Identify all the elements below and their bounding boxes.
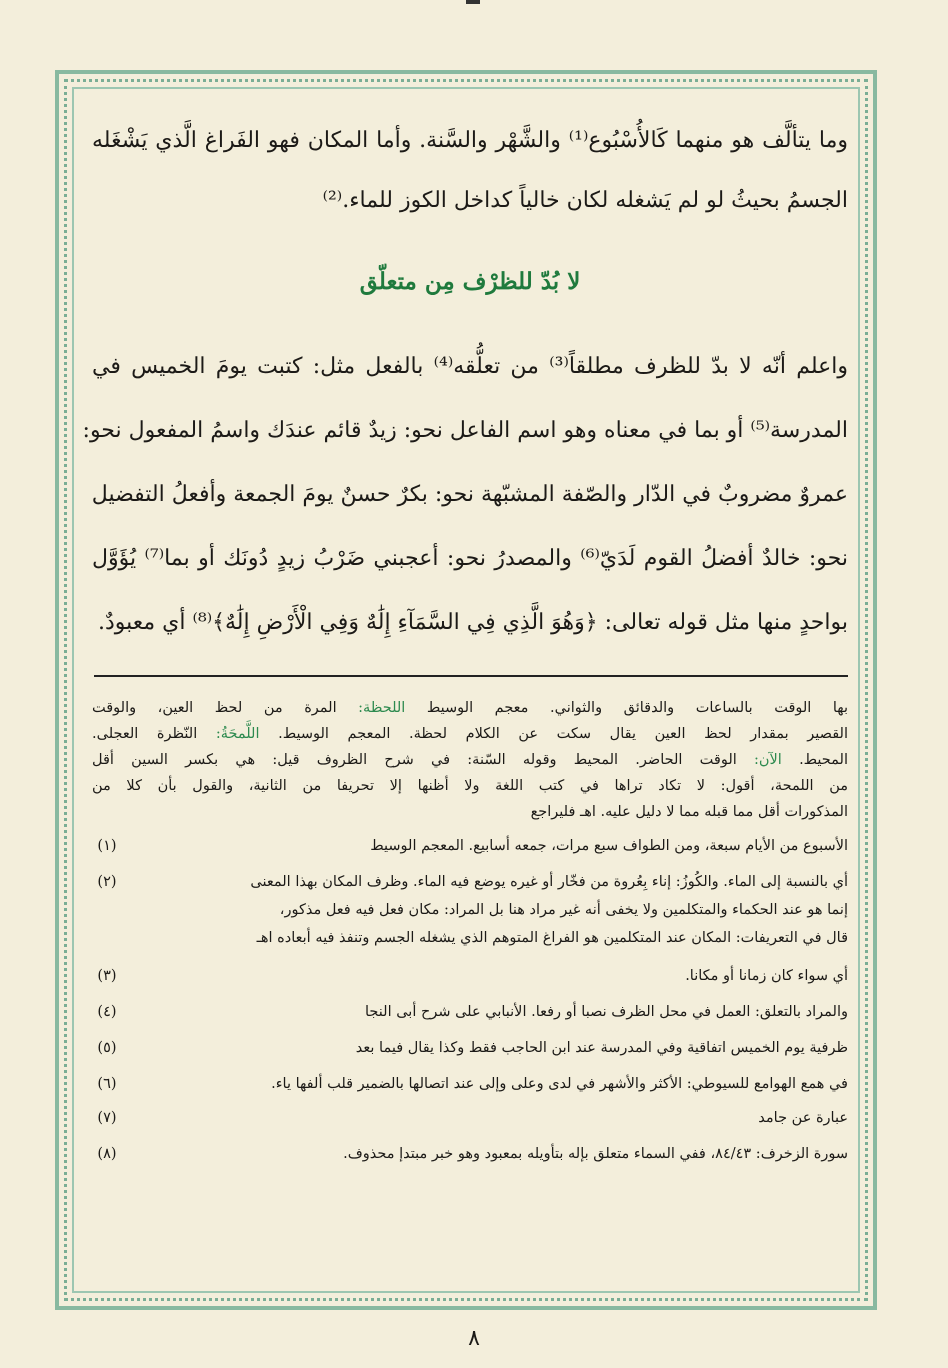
body-line: وما يتألَّف هو منهما كَالأُسْبُوع⁽¹⁾ والشَّهْر والسَّنة. وأما المكان فهو الفَراغ الَّذي يَشْغَله (92, 128, 848, 153)
footnote-text: قال في التعريفات: المكان عند المتكلمين هو الفراغ المتوهم الذي يشغله الجسم وتنفذ فيه أبعاده اهـ (256, 930, 848, 946)
footnote-text: عبارة عن جامد (758, 1110, 848, 1126)
footnote-number: (١) (97, 838, 117, 854)
footnote-number: (٤) (97, 1004, 117, 1020)
footnote-text: والمراد بالتعلق: العمل في محل الظرف نصبا أو رفعا. الأنبابي على شرح أبى النجا (365, 1004, 848, 1020)
footnote-number: (٦) (97, 1076, 117, 1092)
glossary-term: اللحظة: (358, 700, 406, 716)
paragraph-line: بواحدٍ منها مثل قوله تعالى: ﴿وَهُوَ الَّذِي فِي السَّمَآءِ إِلَٰهٌ وَفِي الْأَرْضِ إِلَٰهٌ﴾⁽⁸⁾ أي معبودٌ. (97, 610, 848, 635)
footnote-intro-line: المذكورات أقل مما قبله مما لا دليل عليه. اهـ فليراجع (530, 804, 848, 820)
paragraph-line: واعلم أنّه لا بدّ للظرف مطلقاً⁽³⁾ من تعلُّقه⁽⁴⁾ بالفعل مثل: كتبت يومَ الخميس في (92, 354, 848, 379)
footnote-text: ظرفية يوم الخميس اتفاقية وفي المدرسة عند ابن الحاجب فقط وكذا يقال فيما بعد (355, 1040, 848, 1056)
paragraph-line: المدرسة⁽⁵⁾ أو بما في معناه وهو اسم الفاعل نحو: زيدٌ قائم عندَك واسمُ المفعول نحو: (82, 418, 848, 443)
top-edge-mark (466, 0, 480, 4)
glossary-term: اللَّمحَةُ: (215, 726, 260, 742)
page-content (82, 110, 849, 1290)
footnote-text: إنما هو عند الحكماء والمتكلمين ولا يخفى أنه غير مراد هنا بل المراد: مكان فعل فيه فعل مذكور، (279, 902, 848, 918)
footnote-text: الأسبوع من الأيام سبعة، ومن الطواف سبع مرات، جمعه أسابيع. المعجم الوسيط (370, 838, 848, 854)
footnote-number: (٧) (97, 1110, 117, 1126)
footnote-number: (٢) (97, 874, 117, 890)
footnote-text: أي بالنسبة إلى الماء. والكُوزُ: إناء بِعُروة من فخّار أو غيره يوضع فيه الماء. وظرف المكان بهذا المعنى (250, 874, 848, 890)
paragraph-line: نحو: خالدٌ أفضلُ القوم لَدَيّ⁽⁶⁾ والمصدرُ نحو: أعجبني ضَرْبُ زيدٍ دُونَك أو بما⁽⁷⁾ يُؤَوَّل (92, 546, 848, 571)
footnote-number: (٨) (97, 1146, 117, 1162)
glossary-term: الآن: (754, 752, 782, 768)
footnote-number: (٣) (97, 968, 117, 984)
page-number: ٨ (468, 1326, 480, 1351)
paragraph-line: عمروٌ مضروبٌ في الدّار والصّفة المشبّهة نحو: بكرٌ حسنٌ يومَ الجمعة وأفعلُ التفضيل (91, 482, 848, 507)
footnote-intro-line: القصير بمقدار لحظ العين يقال سكت عن الكلام لحظة. المعجم الوسيط. اللَّمحَةُ: النّظرة العجلى. (92, 726, 848, 742)
footnote-intro-line: من اللمحة، أقول: لا تكاد تراها في كتب اللغة ولا أظنها إلا تحريفا من الثانية، والقول بأن كلا من (92, 778, 848, 794)
footnote-intro-line: بها الوقت بالساعات والدقائق والثواني. معجم الوسيط اللحظة: المرة من لحظ العين، والوقت (92, 700, 848, 716)
footnote-intro-line: المحيط. الآن: الوقت الحاضر. المحيط وقوله السّنة: في شرح الظروف قيل: هي بكسر السين أقل (92, 752, 849, 768)
footnote-text: سورة الزخرف: ٨٤/٤٣، ففي السماء متعلق بإله بتأويله بمعبود وهو خبر مبتدإ محذوف. (343, 1146, 848, 1162)
footnote-number: (٥) (97, 1040, 117, 1056)
footnote-separator (94, 675, 848, 677)
footnote-text: في همع الهوامع للسيوطي: الأكثر والأشهر في لدى وعلى وإلى عند اتصالها بالضمير قلب ألفها ياء. (271, 1076, 848, 1092)
footnote-text: أي سواء كان زمانا أو مكانا. (685, 968, 848, 984)
section-heading: لا بُدّ للظرْف مِن متعلّق (359, 268, 581, 295)
body-line: الجسمُ بحيثُ لو لم يَشغله لكان خالياً كداخل الكوز للماء.⁽²⁾ (322, 188, 848, 213)
